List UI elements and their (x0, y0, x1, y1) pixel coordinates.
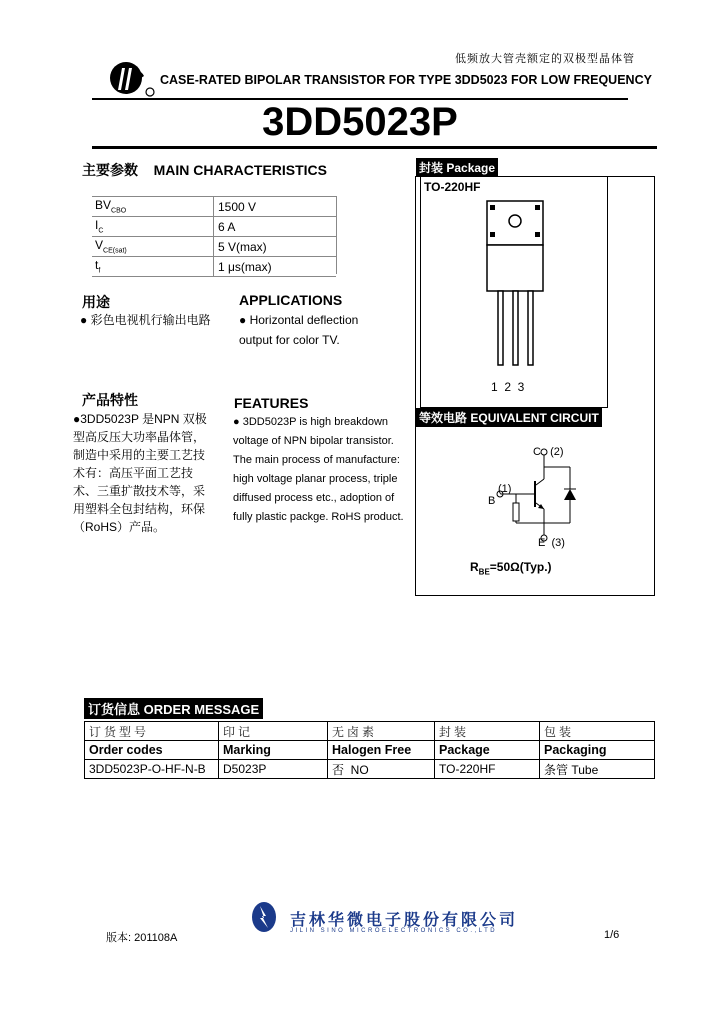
param-sub: CBO (111, 207, 127, 215)
header-cell: Packaging (540, 741, 655, 760)
pin-b-letter: B (488, 495, 496, 507)
heading-en: ORDER MESSAGE (143, 702, 260, 717)
applications-heading-en: APPLICATIONS (239, 292, 343, 308)
equivalent-circuit-heading (416, 408, 602, 427)
table-row (85, 760, 655, 779)
pin-e-number: (3) (551, 537, 565, 549)
header-title-cn: 低频放大管壳额定的双极型晶体管 (455, 53, 635, 65)
features-heading-en: FEATURES (234, 395, 309, 411)
applications-text-en-line1: ● Horizontal deflection (239, 313, 359, 327)
main-characteristics-table (92, 196, 336, 277)
to220-package-icon (480, 195, 550, 370)
company-emblem-icon (250, 900, 280, 934)
table-row (92, 257, 336, 277)
table-cell: 3DD5023P-O-HF-N-B (85, 760, 219, 779)
rbe-text: =50Ω(Typ.) (489, 560, 552, 574)
table-cell: TO-220HF (435, 760, 540, 779)
package-pin-numbers: 1 2 3 (491, 380, 525, 394)
pin-c-number: (2) (550, 446, 564, 458)
param-value: 6 A (214, 217, 337, 237)
table-cell: 条管 Tube (540, 760, 655, 779)
heading-en: MAIN CHARACTERISTICS (153, 162, 328, 178)
applications-heading-cn: 用途 (82, 294, 110, 310)
package-type: TO-220HF (424, 180, 481, 194)
param-sub: C (98, 227, 104, 235)
table-header-row-en (85, 741, 655, 760)
rbe-prefix: R (470, 560, 479, 574)
rbe-value (470, 560, 552, 576)
heading-en: EQUIVALENT CIRCUIT (470, 411, 599, 425)
features-text-cn: ●3DD5023P 是NPN 双极型高反压大功率晶体管，制造中采用的主要工艺技术有：高压平面工艺技术、三重扩散技术等，采用塑料全包封结构，环保（RoHS）产品。 (73, 412, 207, 534)
order-message-table (84, 721, 655, 779)
param-name: V (95, 238, 104, 253)
footer-page: 1/6 (604, 929, 620, 941)
features-heading-cn: 产品特性 (82, 392, 138, 408)
pin-b-number: (1) (498, 483, 512, 495)
pin-b-label (488, 483, 511, 507)
param-name: t (95, 258, 99, 273)
footer-company-cn: 吉林华微电子股份有限公司 (290, 912, 519, 929)
table-cell: D5023P (219, 760, 328, 779)
title-rule (92, 146, 657, 149)
header-cell: 订货型号 (85, 722, 219, 741)
table-row (92, 237, 336, 257)
footer-company-en: JILIN SINO MICROELECTRONICS CO.,LTD (290, 928, 498, 934)
header-cell: 封装 (435, 722, 540, 741)
header-cell: Marking (219, 741, 328, 760)
heading-cn: 主要参数 (82, 162, 138, 178)
package-heading (416, 158, 498, 177)
pin-e-label (538, 537, 565, 549)
param-value: 5 V(max) (214, 237, 337, 257)
param-value: 1500 V (214, 197, 337, 217)
company-logo-icon (108, 60, 158, 100)
part-number-title: 3DD5023P (262, 100, 458, 144)
param-sub: f (98, 267, 101, 275)
main-characteristics-heading (82, 160, 327, 180)
table-header-row-cn (85, 722, 655, 741)
heading-cn: 订货信息 (88, 702, 141, 717)
applications-text-cn: ● 彩色电视机行输出电路 (80, 313, 211, 327)
pin-c-label (533, 446, 564, 458)
param-name: I (95, 218, 99, 233)
features-text-en: ● 3DD5023P is high breakdown voltage of NPN bipolar transistor. The main process of manufacture: high voltage planar process, triple diffused process etc., adoption of fully plastic packge. RoHS product. (233, 416, 404, 523)
param-name: BV (95, 198, 112, 213)
header-title-en: CASE-RATED BIPOLAR TRANSISTOR FOR TYPE 3DD5023 FOR LOW FREQUENCY (160, 73, 652, 87)
heading-en: Package (446, 161, 496, 175)
header-cell: 印记 (219, 722, 328, 741)
heading-cn: 封装 (419, 161, 444, 175)
header-cell: Order codes (85, 741, 219, 760)
header-cell: Package (435, 741, 540, 760)
header-cell: 包装 (540, 722, 655, 741)
header-cell: Halogen Free (328, 741, 435, 760)
pin-e-letter: E (538, 537, 546, 549)
footer-version: 版本: 201108A (106, 932, 178, 944)
table-cell: 否 NO (328, 760, 435, 779)
param-value: 1 μs(max) (214, 257, 337, 277)
header-cell: 无卤素 (328, 722, 435, 741)
rbe-sub: BE (478, 567, 490, 577)
pin-c-letter: C (533, 446, 541, 458)
table-row (92, 197, 336, 217)
param-sub: CE(sat) (103, 247, 127, 255)
applications-text-en-line2: output for color TV. (239, 333, 340, 347)
order-message-heading (84, 698, 263, 719)
heading-cn: 等效电路 (419, 411, 468, 425)
table-row (92, 217, 336, 237)
